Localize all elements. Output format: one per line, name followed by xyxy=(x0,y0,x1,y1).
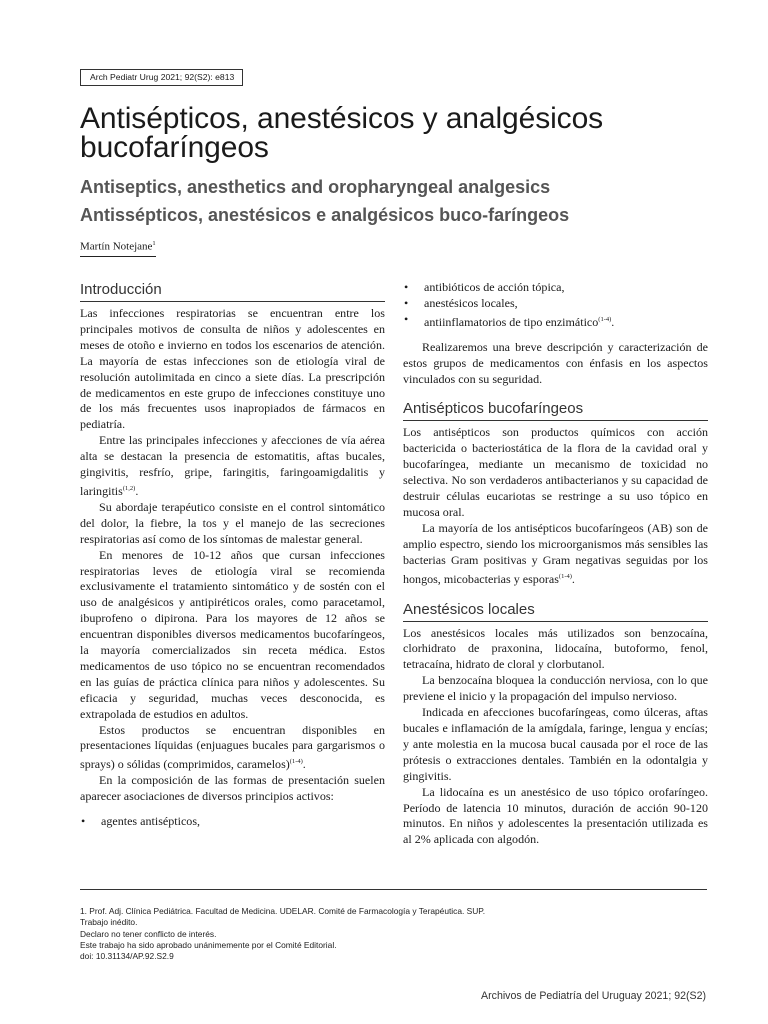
anestesicos-paragraph-4: La lidocaína es un anestésico de uso tópico orofaríngeo. Período de latencia 10 minutos, duración de acción 90-120 minutos. En niños y adolescentes la presentación utilizada es al 2% aplicada con algodón. xyxy=(403,784,708,847)
intro-paragraph-4: En menores de 10-12 años que cursan infecciones respiratorias leves de etiología viral se recomienda exclusivamente el tratamiento sintomático y de sostén con el uso de analgésicos y antipiréticos orales, como paracetamol, ibuprofeno o dipirona. Para los mayores de 12 años se encuentran disponibles diversos medicamentos bucofaríngeos, la mayoría comercializados sin receta médica. Estos medicamentos de uso tópico no se encuentran recomendados en las guías de práctica clínica para niños y adolescentes. Su eficacia y seguridad, muchas veces desconocida, es extrapolada de estudios en adultos. xyxy=(80,547,385,721)
list-item: • agentes antisépticos, xyxy=(81,814,201,829)
right-column xyxy=(403,280,708,848)
author-affiliation-mark: 1 xyxy=(152,240,156,247)
citation-ref: (1-4) xyxy=(598,315,612,323)
footnote-conflict: Declaro no tener conflicto de interés. xyxy=(80,928,217,939)
list-item: • antiinflamatorios de tipo enzimático$^{(1-4)}$. xyxy=(404,311,615,329)
description-intro-paragraph: Realizaremos una breve descripción y caracterización de estos grupos de medicamentos con énfasis en los aspectos vinculados con su seguridad. xyxy=(403,339,708,386)
subtitle-english: Antiseptics, anesthetics and oropharyngeal analgesics xyxy=(80,177,551,197)
citation-ref: (1,2) xyxy=(122,484,136,492)
bullet-mark: • xyxy=(404,295,409,310)
bullet-mark: • xyxy=(404,311,409,326)
list-item: • anestésicos locales, xyxy=(404,295,518,310)
active-ingredients-list-continued xyxy=(403,280,708,331)
intro-paragraph-3: Su abordaje terapéutico consiste en el control sintomático del dolor, la fiebre, la tos y el manejo de las secreciones respiratorias así como de los síntomas de malestar general. xyxy=(80,499,385,546)
intro-paragraph-2: Entre las principales infecciones y afecciones de vía aérea alta se destacan la presencia de estomatitis, aftas bucales, gingivitis, resfrío, gripe, faringitis, faringoamigdalitis y laringitis$^{(1,2)}$. xyxy=(80,433,385,498)
list-item: • antibióticos de acción tópica, xyxy=(404,280,565,294)
article-title: Antisépticos, anestésicos y analgésicos bucofaríngeos xyxy=(80,102,604,164)
author-line xyxy=(80,237,156,257)
anestesicos-paragraph-2: La benzocaína bloquea la conducción nerviosa, con lo que previene el inicio y la propagación del impulso nervioso. xyxy=(403,673,708,704)
active-ingredients-list-start xyxy=(80,814,385,830)
footnote-doi: doi: 10.31134/AP.92.S2.9 xyxy=(80,951,174,962)
footnote-affiliation: 1. Prof. Adj. Clínica Pediátrica. Facultad de Medicina. UDELAR. Comité de Farmacología y Terapéutica. SUP. xyxy=(80,906,486,916)
intro-paragraph-1: Las infecciones respiratorias se encuentran entre los principales motivos de consulta de niños y adolescentes en meses de otoño e invierno en todos los escenarios de atención. La mayoría de estas infecciones son de etiología viral de resolución autolimitada en cinco a siete días. La prescripción de medicamentos en este grupo de infecciones constituye uno de los más frecuentes usos inapropiados de fármacos en pediatría. xyxy=(80,306,385,432)
bullet-mark: • xyxy=(81,814,86,829)
running-footer: Archivos de Pediatría del Uruguay 2021; 92(S2) xyxy=(481,990,706,1002)
bullet-mark: • xyxy=(404,280,409,294)
antisepticos-paragraph-1: Los antisépticos son productos químicos con acción bactericida o bacteriostática de la flora de la cavidad oral y bucofaríngea, mediante un mecanismo de toxicidad no selectiva. No son verdaderos antibacterianos y su capacidad de destruir células eucariotas se restringe a su uso tópico en mucosa oral. xyxy=(403,425,708,519)
footnote-unpublished: Trabajo inédito. xyxy=(80,917,138,928)
author-name: Martín Notejane xyxy=(80,240,153,253)
intro-paragraph-6: En la composición de las formas de presentación suelen aparecer asociaciones de diversos principios activos: xyxy=(80,773,385,804)
footnote-divider xyxy=(80,889,707,890)
left-column xyxy=(80,280,385,830)
journal-citation: Arch Pediatr Urug 2021; 92(S2): e813 xyxy=(80,69,243,86)
antisepticos-paragraph-2: La mayoría de los antisépticos bucofaríngeos (AB) son de amplio espectro, siendo los microorganismos más sensibles las bacterias Gram positivas y Gram negativas seguidas por los hongos, micobacterias y esporas$^{(1-4)}$. xyxy=(403,520,708,586)
footnotes xyxy=(80,906,485,962)
section-heading-introduccion: Introducción xyxy=(80,280,385,302)
anestesicos-paragraph-1: Los anestésicos locales más utilizados son benzocaína, clorhidrato de praxonina, lidocaína, butoformo, fenol, tetracaína, hidrato de cloral y clorbutanol. xyxy=(403,625,708,672)
footnote-approval: Este trabajo ha sido aprobado unánimemente por el Comité Editorial. xyxy=(80,939,337,950)
subtitle-portuguese: Antissépticos, anestésicos e analgésicos buco-faríngeos xyxy=(80,205,570,225)
anestesicos-paragraph-3: Indicada en afecciones bucofaríngeas, como úlceras, aftas bucales e inflamación de la amígdala, faringe, lengua y encías; y ante molestia en la mucosa bucal causada por el roce de las prótesis o extracciones dentales. También en la odontalgia y gingivitis. xyxy=(403,705,708,783)
citation-ref: (1-4) xyxy=(558,572,572,580)
section-heading-antisepticos: Antisépticos bucofaríngeos xyxy=(403,399,708,421)
section-heading-anestesicos: Anestésicos locales xyxy=(403,600,708,622)
intro-paragraph-5: Estos productos se encuentran disponibles en presentaciones líquidas (enjuagues bucales para gargarismos o sprays) o sólidas (comprimidos, caramelos)$^{(1-4)}$. xyxy=(80,722,385,772)
citation-ref: (1-4) xyxy=(289,758,303,766)
